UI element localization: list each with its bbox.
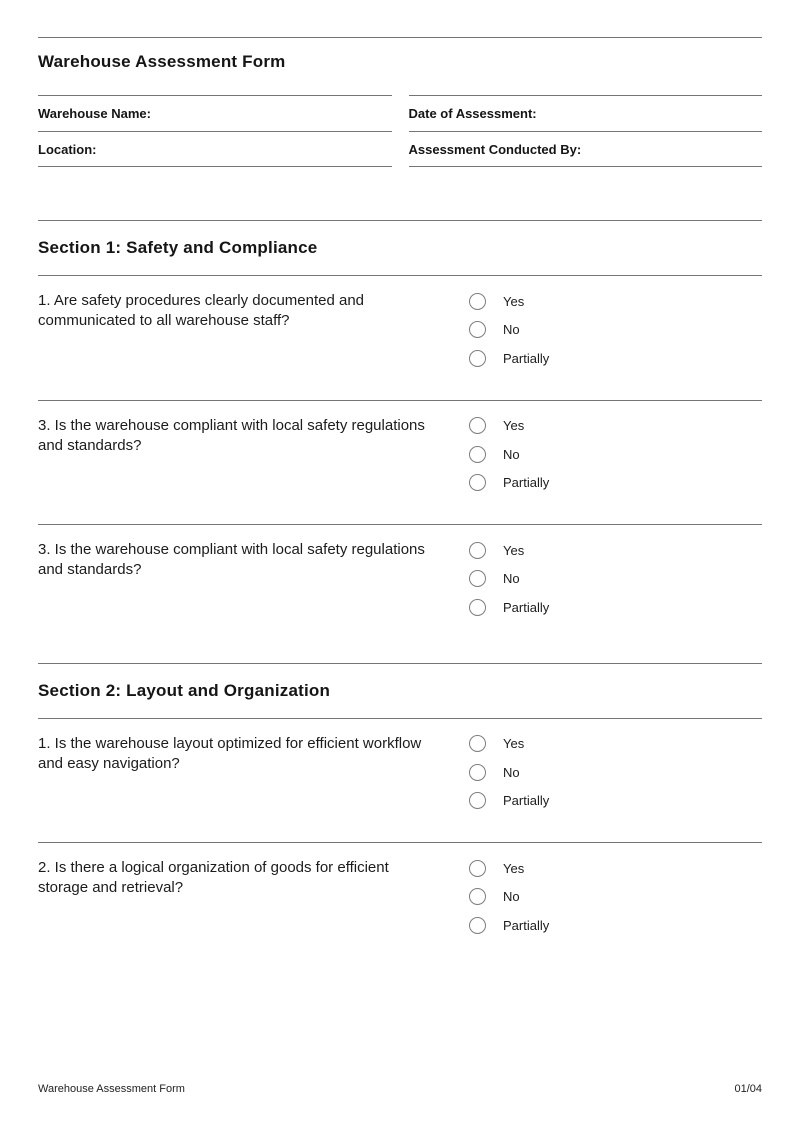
option-no	[469, 565, 762, 594]
question-block	[38, 842, 762, 967]
option-yes	[469, 854, 762, 883]
divider	[38, 37, 762, 38]
field-label: Assessment Conducted By:	[408, 141, 582, 157]
form-fields	[38, 95, 762, 167]
page-number: 01/04	[734, 1083, 762, 1095]
field-assessment-conducted-by[interactable]	[409, 131, 763, 167]
section-layout-and-organization	[38, 663, 762, 967]
radio-label: No	[503, 322, 520, 338]
question-text: 3. Is the warehouse compliant with local safety regulations and standards?	[38, 416, 425, 454]
option-no	[469, 883, 762, 912]
question-text: 1. Is the warehouse layout optimized for efficient workflow and easy navigation?	[38, 734, 422, 772]
radio-button-no[interactable]	[469, 321, 486, 338]
radio-label: Partially	[503, 917, 550, 933]
field-warehouse-name[interactable]	[38, 95, 392, 131]
radio-label: Yes	[503, 293, 525, 309]
question-block	[38, 276, 762, 400]
radio-label: Yes	[503, 418, 525, 434]
field-label: Date of Assessment:	[408, 106, 537, 121]
footer-form-title: Warehouse Assessment Form	[38, 1083, 185, 1095]
question-text: 1. Are safety procedures clearly documented and communicated to all warehouse staff?	[38, 292, 365, 329]
section-heading: Section 2: Layout and Organization	[38, 680, 331, 700]
option-partially	[469, 344, 762, 373]
page-title: Warehouse Assessment Form	[38, 52, 286, 71]
radio-button-partially[interactable]	[469, 599, 486, 616]
radio-button-partially[interactable]	[469, 474, 486, 491]
options-group	[469, 719, 762, 816]
option-partially	[469, 469, 762, 498]
options-group	[469, 276, 762, 373]
radio-button-no[interactable]	[469, 570, 486, 587]
radio-label: Yes	[503, 736, 525, 752]
section-header	[38, 220, 762, 276]
radio-label: Partially	[503, 350, 550, 366]
field-label: Warehouse Name:	[38, 106, 151, 121]
option-yes	[469, 287, 762, 316]
question-block	[38, 719, 762, 843]
radio-label: Partially	[503, 475, 550, 491]
radio-button-no[interactable]	[469, 764, 486, 781]
radio-label: Yes	[503, 542, 525, 558]
radio-button-partially[interactable]	[469, 792, 486, 809]
radio-button-no[interactable]	[469, 446, 486, 463]
radio-button-yes[interactable]	[469, 417, 486, 434]
question-block	[38, 524, 762, 649]
radio-button-yes[interactable]	[469, 860, 486, 877]
page-footer	[38, 1083, 762, 1095]
radio-label: No	[503, 571, 520, 587]
radio-label: No	[503, 764, 520, 780]
section-header	[38, 663, 762, 719]
section-safety-and-compliance	[38, 220, 762, 649]
options-group	[469, 843, 762, 940]
question-text: 2. Is there a logical organization of goods for efficient storage and retrieval?	[38, 859, 389, 896]
option-no	[469, 758, 762, 787]
option-no	[469, 316, 762, 345]
option-partially	[469, 911, 762, 940]
option-yes	[469, 536, 762, 565]
radio-label: Partially	[503, 599, 550, 615]
option-yes	[469, 730, 762, 759]
radio-button-yes[interactable]	[469, 735, 486, 752]
option-yes	[469, 412, 762, 441]
radio-button-partially[interactable]	[469, 917, 486, 934]
question-text: 3. Is the warehouse compliant with local safety regulations and standards?	[38, 541, 425, 578]
radio-button-partially[interactable]	[469, 350, 486, 367]
option-no	[469, 440, 762, 469]
radio-label: Yes	[503, 860, 525, 876]
radio-button-yes[interactable]	[469, 293, 486, 310]
field-label: Location:	[38, 141, 97, 157]
radio-label: No	[503, 889, 520, 905]
radio-button-no[interactable]	[469, 888, 486, 905]
radio-button-yes[interactable]	[469, 542, 486, 559]
section-heading: Section 1: Safety and Compliance	[38, 238, 318, 257]
options-group	[469, 525, 762, 622]
options-group	[469, 401, 762, 498]
radio-label: Partially	[503, 793, 550, 809]
field-date-of-assessment[interactable]	[409, 95, 763, 131]
option-partially	[469, 787, 762, 816]
radio-label: No	[503, 446, 520, 462]
field-location[interactable]	[38, 131, 392, 167]
question-block	[38, 400, 762, 525]
option-partially	[469, 593, 762, 622]
